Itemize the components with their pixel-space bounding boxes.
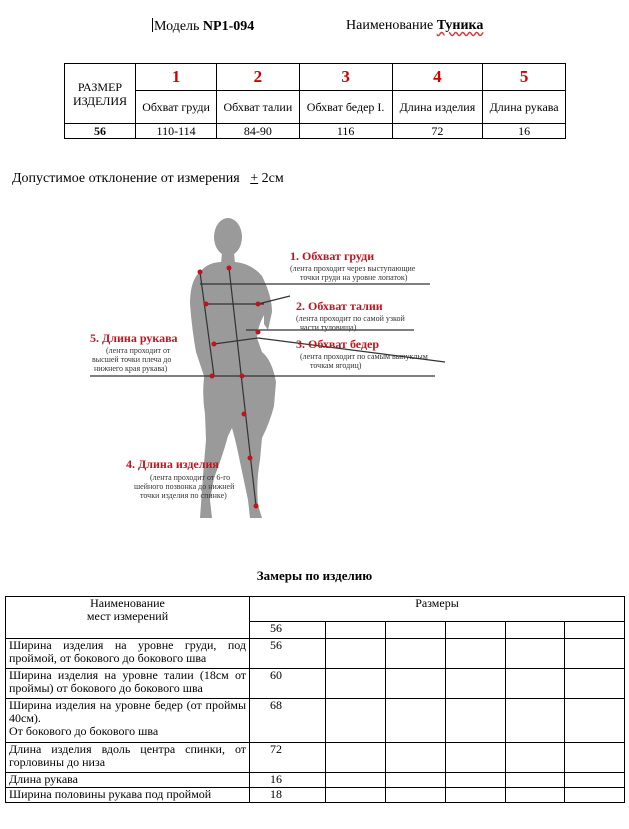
col-value-4: 72 (392, 124, 483, 139)
col-num-2: 2 (217, 64, 299, 91)
row-value: 60 (250, 669, 326, 699)
empty-cell (565, 622, 625, 639)
callout-1-note1: (лента проходит через выступающие (290, 264, 416, 273)
table-row (6, 699, 625, 743)
measurement-figure (0, 200, 629, 530)
callout-2-note2: части туловища) (300, 323, 357, 332)
col-num-4: 4 (392, 64, 483, 91)
row-name-line1: Ширина изделия на уровне бедер (от проймы 40см). (9, 698, 247, 725)
table-row (6, 773, 625, 788)
col-value-5: 16 (483, 124, 566, 139)
callout-4-note2: шейного позвонка до нижней (134, 482, 235, 491)
table-row (6, 788, 625, 803)
row-name: Ширина половины рукава под проймой (6, 788, 250, 803)
head-name-cell (6, 597, 250, 639)
callout-5-note2: высшей точки плеча до (92, 355, 172, 364)
callout-1-note2: точки груди на уровне лопаток) (300, 273, 408, 282)
empty-cell (445, 622, 505, 639)
head-sizes: Размеры (250, 597, 625, 622)
size-table (64, 63, 566, 139)
model-value: NP1-094 (202, 19, 255, 34)
col-label-2: Обхват талии (217, 91, 299, 124)
table-row (6, 639, 625, 669)
row-value: 16 (250, 773, 326, 788)
row-value: 68 (250, 699, 326, 743)
callout-3-note1: (лента проходит по самым выпуклым (300, 352, 428, 361)
section-title: Замеры по изделию (256, 568, 373, 583)
col-label-3: Обхват бедер I. (299, 91, 392, 124)
plus-minus-sign: + (250, 171, 259, 186)
row-name: Длина изделия вдоль центра спинки, от горловины до низа (6, 743, 250, 773)
col-value-1: 110-114 (136, 124, 217, 139)
row-name: Ширина изделия на уровне талии (18см от проймы) от бокового до бокового шва (6, 669, 250, 699)
table-row (6, 669, 625, 699)
callout-5-note1: (лента проходит от (106, 346, 171, 355)
callout-3-note2: точкам ягодиц) (310, 361, 362, 370)
col-num-5: 5 (483, 64, 566, 91)
col-label-4: Длина изделия (392, 91, 483, 124)
col-label-5: Длина рукава (483, 91, 566, 124)
callout-5-title: 5. Длина рукава (90, 331, 178, 345)
table-row (6, 743, 625, 773)
callout-2-title: 2. Обхват талии (296, 299, 383, 313)
tolerance-line (12, 171, 284, 187)
callout-3-title: 3. Обхват бедер (296, 337, 380, 351)
row-value: 18 (250, 788, 326, 803)
model-heading (152, 18, 254, 35)
size-col-header: 56 (250, 622, 326, 639)
row-name: Ширина изделия на уровне груди, под проймой, от бокового до бокового шва (6, 639, 250, 669)
col-num-1: 1 (136, 64, 217, 91)
head-name-line2: мест измерений (86, 609, 169, 623)
col-value-2: 84-90 (217, 124, 299, 139)
row-value: 56 (250, 639, 326, 669)
row-value: 72 (250, 743, 326, 773)
empty-cell (386, 622, 446, 639)
col-value-3: 116 (299, 124, 392, 139)
col-num-3: 3 (299, 64, 392, 91)
callout-4-note3: точки изделия по спинке) (140, 491, 227, 500)
size-value: 56 (65, 124, 136, 139)
callout-5-note3: нижнего края рукава) (94, 364, 168, 373)
model-label: Модель (154, 19, 200, 34)
col-label-1: Обхват груди (136, 91, 217, 124)
row-name-line2: От бокового до бокового шва (9, 724, 159, 738)
row-name (6, 699, 250, 743)
empty-cell (505, 622, 565, 639)
name-value: Туника (436, 18, 484, 33)
size-corner: РАЗМЕР ИЗДЕЛИЯ (65, 64, 136, 124)
name-heading (346, 18, 483, 34)
head-name-line1: Наименование (90, 596, 165, 610)
callout-2-note1: (лента проходит по самой узкой (296, 314, 405, 323)
callout-1-title: 1. Обхват груди (290, 249, 375, 263)
measures-table (5, 596, 625, 803)
row-name: Длина рукава (6, 773, 250, 788)
tolerance-text: Допустимое отклонение от измерения (12, 171, 240, 186)
callout-4-title: 4. Длина изделия (126, 457, 219, 471)
empty-cell (326, 622, 386, 639)
name-label: Наименование (346, 18, 434, 33)
callout-4-note1: (лента проходит от 6-го (150, 473, 231, 482)
tolerance-value: 2см (261, 171, 284, 186)
text-cursor (152, 18, 153, 32)
